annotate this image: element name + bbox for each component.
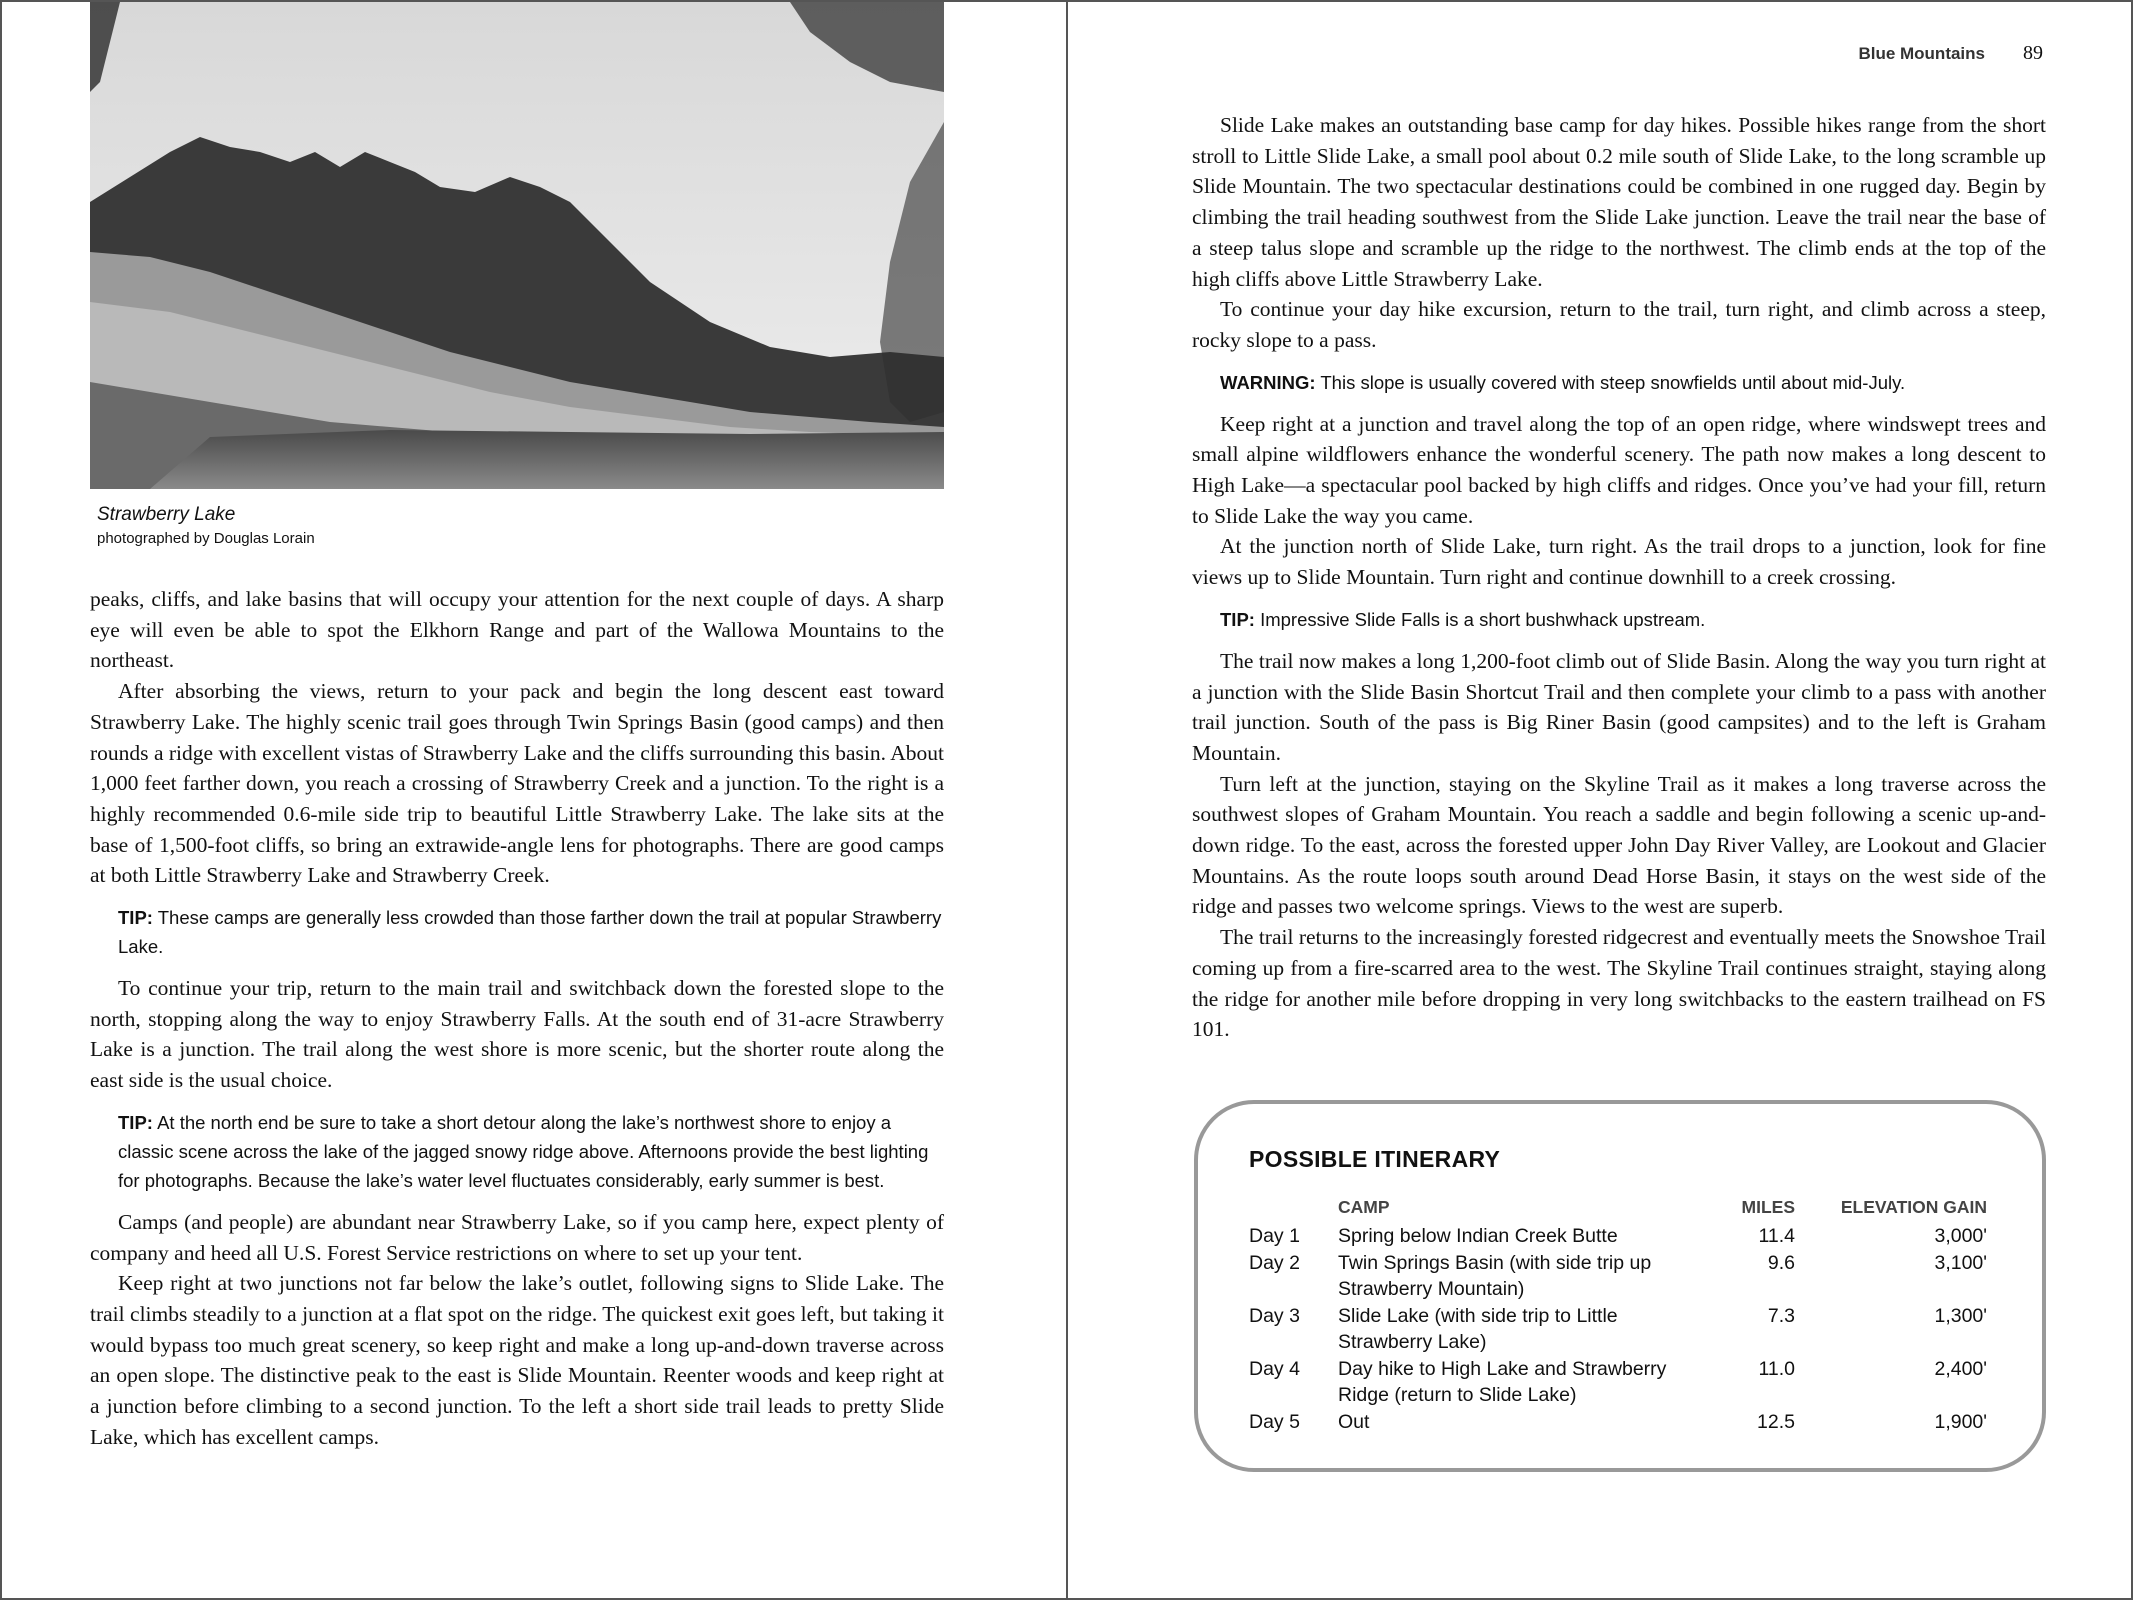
running-head [1858, 42, 2043, 65]
itinerary-title: POSSIBLE ITINERARY [1249, 1146, 1501, 1172]
tip-label: TIP: [1220, 608, 1255, 630]
tip-text: At the north end be sure to take a short detour along the lake’s northwest shore to enjoy a classic scene across the lake of the jagged snowy ridge above. Afternoons provide the best lighting for photographs. Because the lake’s water level fluctuates considerably, early summer is best. [118, 1111, 929, 1191]
caption-title: Strawberry Lake [97, 504, 236, 525]
itinerary-table [1249, 1188, 1987, 1435]
warning-text: This slope is usually covered with steep snowfields until about mid-July. [1315, 371, 1906, 393]
photo-caption [97, 502, 315, 550]
table-row [1249, 1356, 1987, 1409]
day-cell: Day 5 [1249, 1410, 1300, 1433]
camp-cell: Twin Springs Basin (with side trip up Strawberry Mountain) [1338, 1251, 1652, 1300]
paragraph: Keep right at a junction and travel along the top of an open ridge, where windswept trees and small alpine wildflowers enhance the wonderful scenery. The path now makes a long descent to High Lake—a spectacular pool backed by high cliffs and ridges. Once you’ve had your fill, return to Slide Lake the way you came. [1192, 411, 2046, 528]
paragraph: Turn left at the junction, staying on the Skyline Trail as it makes a long traverse across the southwest slopes of Graham Mountain. You reach a saddle and begin following a scenic up-and-down ridge. To the east, across the forested upper John Day River Valley, are Lookout and Glacier Mountains. As the route loops south around Dead Horse Basin, it stays on the west side of the ridge and passes two welcome springs. Views to the west are superb. [1192, 771, 2046, 919]
elevation-cell: 3,100' [1934, 1251, 1987, 1274]
paragraph: Keep right at two junctions not far below the lake’s outlet, following signs to Slide Lake. The trail climbs steadily to a junction at a flat spot on the ridge. The quickest exit goes left, but taking it would bypass too much great scenery, so keep right and make a long up-and-down traverse across an open slope. The distinctive peak to the east is Slide Mountain. Reenter woods and keep right at a junction before climbing to a second junction. To the left a short side trail leads to pretty Slide Lake, which has excellent camps. [90, 1271, 944, 1449]
tip-label: TIP: [118, 907, 153, 929]
table-row [1249, 1250, 1987, 1303]
table-row [1249, 1303, 1987, 1356]
paragraph: Camps (and people) are abundant near Strawberry Lake, so if you camp here, expect plenty of company and heed all U.S. Forest Service restrictions on where to set up your tent. [90, 1209, 944, 1265]
miles-cell: 9.6 [1767, 1251, 1795, 1274]
miles-cell: 11.0 [1758, 1357, 1795, 1380]
paragraph: To continue your day hike excursion, return to the trail, turn right, and climb across a steep, rocky slope to a pass. [1192, 297, 2046, 352]
table-header-row [1249, 1188, 1987, 1223]
tip-text: These camps are generally less crowded than those farther down the trail at popular Strawberry Lake. [118, 907, 942, 958]
column-header: CAMP [1338, 1196, 1390, 1217]
paragraph: The trail returns to the increasingly forested ridgecrest and eventually meets the Snowshoe Trail coming up from a fire-scarred area to the west. The Skyline Trail continues straight, staying along the ridge for another mile before dropping in very long switchbacks to the eastern trailhead on FS 101. [1192, 925, 2046, 1042]
column-header: ELEVATION GAIN [1840, 1196, 1987, 1217]
elevation-cell: 3,000' [1934, 1225, 1987, 1247]
warning-label: WARNING: [1220, 371, 1316, 393]
column-header [1249, 1188, 1338, 1223]
miles-cell: 12.5 [1757, 1410, 1795, 1433]
page-number: 89 [2023, 42, 2043, 64]
day-cell: Day 4 [1249, 1357, 1300, 1380]
camp-cell: Day hike to High Lake and Strawberry Ridge (return to Slide Lake) [1338, 1357, 1667, 1406]
tip-callout [1220, 605, 2046, 634]
itinerary-box [1194, 1100, 2046, 1472]
tip-label: TIP: [118, 1111, 153, 1133]
table-row [1249, 1223, 1987, 1250]
paragraph: Slide Lake makes an outstanding base camp for day hikes. Possible hikes range from the short stroll to Little Slide Lake, a small pool about 0.2 mile south of Slide Lake, to the long scramble up Slide Mountain. The two spectacular destinations could be combined in one rugged day. Begin by climbing the trail heading southwest from the Slide Lake junction. Leave the trail near the base of a steep talus slope and scramble up the ridge to the northwest. The climb ends at the top of the high cliffs above Little Strawberry Lake. [1192, 113, 2046, 291]
paragraph: The trail now makes a long 1,200-foot climb out of Slide Basin. Along the way you turn right at a junction with the Slide Basin Shortcut Trail and then complete your climb to a pass with another trail junction. South of the pass is Big Riner Basin (good campsites) and to the left is Graham Mountain. [1192, 648, 2046, 765]
day-cell: Day 3 [1249, 1304, 1300, 1327]
left-page [0, 0, 1066, 1600]
column-header: MILES [1741, 1196, 1795, 1217]
right-body-text [1192, 110, 2046, 1045]
elevation-cell: 1,900' [1934, 1410, 1987, 1433]
paragraph: To continue your trip, return to the main trail and switchback down the forested slope to the north, stopping along the way to enjoy Strawberry Falls. At the south end of 31-acre Strawberry Lake is a junction. The trail along the west shore is more scenic, but the shorter route along the east side is the usual choice. [90, 976, 944, 1093]
paragraph: At the junction north of Slide Lake, turn right. As the trail drops to a junction, look for fine views up to Slide Mountain. Turn right and continue downhill to a creek crossing. [1192, 534, 2046, 590]
table-row [1249, 1409, 1987, 1436]
paragraph: peaks, cliffs, and lake basins that will occupy your attention for the next couple of days. A sharp eye will even be able to spot the Elkhorn Range and part of the Wallowa Mountains to the northeast. [90, 587, 944, 673]
day-cell: Day 2 [1249, 1251, 1300, 1274]
tip-text: Impressive Slide Falls is a short bushwhack upstream. [1254, 608, 1706, 630]
left-body-text [90, 584, 944, 1452]
miles-cell: 7.3 [1767, 1304, 1795, 1327]
tip-callout [118, 1108, 944, 1195]
miles-cell: 11.4 [1758, 1225, 1795, 1247]
camp-cell: Spring below Indian Creek Butte [1338, 1225, 1618, 1247]
paragraph: After absorbing the views, return to your pack and begin the long descent east toward Strawberry Lake. The highly scenic trail goes through Twin Springs Basin (good camps) and then rounds a ridge with excellent vistas of Strawberry Lake and the cliffs surrounding this basin. About 1,000 feet farther down, you reach a crossing of Strawberry Creek and a junction. To the right is a highly recommended 0.6-mile side trip to beautiful Little Strawberry Lake. The lake sits at the base of 1,500-foot cliffs, so bring an extrawide-angle lens for photographs. There are good camps at both Little Strawberry Lake and Strawberry Creek. [90, 679, 944, 888]
right-page [1066, 0, 2133, 1600]
warning-callout [1220, 368, 2046, 397]
elevation-cell: 1,300' [1934, 1304, 1987, 1327]
strawberry-lake-photo [90, 2, 944, 489]
elevation-cell: 2,400' [1934, 1357, 1987, 1380]
camp-cell: Slide Lake (with side trip to Little Strawberry Lake) [1338, 1304, 1618, 1353]
tip-callout [118, 903, 944, 961]
camp-cell: Out [1338, 1410, 1370, 1433]
section-title: Blue Mountains [1858, 44, 1985, 63]
caption-credit: photographed by Douglas Lorain [97, 530, 315, 547]
day-cell: Day 1 [1249, 1225, 1300, 1247]
